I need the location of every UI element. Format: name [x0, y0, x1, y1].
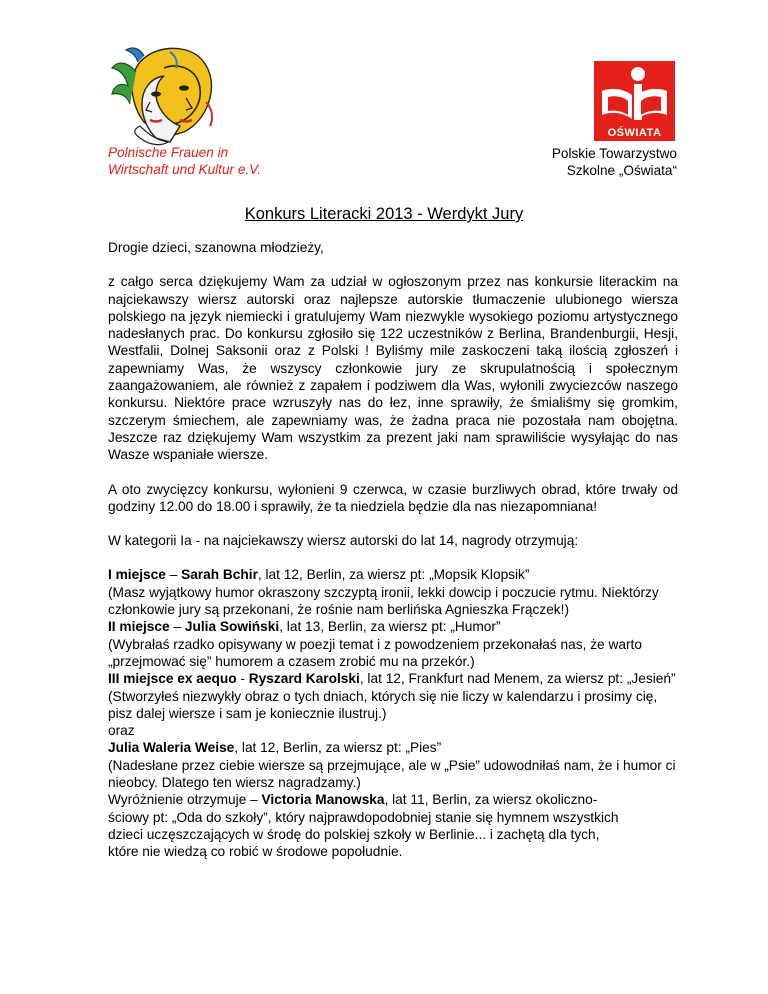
category-heading: W kategorii Ia - na najciekawszy wiersz autorski do lat 14, nagrody otrzymują: [108, 533, 579, 549]
left-organization-name [108, 145, 261, 178]
faces-logo-icon [110, 42, 218, 150]
award-dash: – [165, 567, 182, 583]
award-second [108, 618, 678, 635]
award-winner-name: Ryszard Karolski [248, 671, 360, 687]
award-details: , lat 12, Berlin, za wiersz pt: „Mopsik Klopsik” [257, 567, 530, 583]
award-place: I miejsce [108, 567, 166, 583]
award-winner-name: Julia Sowiński [184, 619, 280, 635]
greeting: Drogie dzieci, szanowna młodzieży, [108, 240, 324, 255]
oswiata-logo-icon [594, 61, 675, 141]
document-title: Konkurs Literacki 2013 - Werdykt Jury [244, 205, 524, 223]
award-winner-name: Victoria Manowska [261, 792, 385, 808]
award-details: które nie wiedzą co robić w środowe popołudnie. [108, 844, 403, 860]
award-dash: - [236, 671, 249, 687]
award-place: III miejsce ex aequo [108, 671, 237, 687]
award-honorable [108, 791, 678, 860]
award-details: , lat 12, Frankfurt nad Menem, za wiersz pt: „Jesień” [359, 671, 676, 687]
award-place: II miejsce [108, 619, 170, 635]
right-org-line: Szkolne „Oświata“ [566, 162, 677, 178]
award-details: , lat 12, Berlin, za wiersz pt: „Pies” [234, 740, 442, 756]
award-third-b [108, 739, 678, 756]
award-comment: (Masz wyjątkowy humor okraszony szczyptą ironii, lekki dowcip i poczucie rytmu. Niektórzy członkowie jury są przekonani, że rośnie nam berlińska Agnieszka Frączek!) [108, 584, 659, 618]
logo-wordmark: OŚWIATA [607, 127, 662, 139]
award-winner-name: Sarah Bchir [181, 567, 258, 583]
right-organization-name [552, 146, 677, 179]
award-details: , lat 13, Berlin, za wiersz pt: „Humor” [279, 619, 501, 635]
document-body [108, 239, 678, 861]
award-details: ściowy pt: „Oda do szkoły”, który najprawdopodobniej stanie się hymnem wszystkich [108, 809, 619, 825]
award-comment: (Stworzyłeś niezwykły obraz o tych dniach, których się nie liczy w kalendarzu i prosimy cię, pisz dalej wiersze i sam je koniecznie ilustruj.) [108, 688, 658, 721]
award-winner-name: Julia Waleria Weise [108, 740, 235, 756]
intro-paragraph: z całgo serca dziękujemy Wam za udział w ogłoszonym przez nas konkursie literackim na najciekawszy wiersz autorski oraz najlepsze autorskie tłumaczenie ulubionego wiersza polskiego na język niemiecki i gratulujemy Wam niezwykle wysokiego poziomu artystycznego nadesłanych prac. Do konkursu zgłosiło się 122 uczestników z Berlina, Brandenburgii, Hesji, Westfalii, Dolnej Saksonii oraz z Polski ! Byliśmy mile zaskoczeni taką ilością zgłoszeń i zapewniamy Was, że wszyscy członkowie jury ze skrupulatnością i społecznym zaangażowaniem, ale również z zapałem i podziwem dla Was, wyłonili zwyciezców naszego konkursu. Niektóre prace wzruszyły nas do łez, inne sprawiły, że śmialiśmy się gromkim, szczerym śmiechem, ale zapewniamy was, że żadna praca nie pozostała nam obojętna. Jeszcze raz dziękujemy Wam wszystkim za prezent jaki nam sprawiliście wysyłając do nas Wasze wspaniałe wiersze. [108, 274, 678, 463]
right-org-line: Polskie Towarzystwo [551, 146, 677, 161]
award-details: dzieci uczęszczających w środę do polskiej szkoły w Berlinie... i zachętą dla tych, [108, 826, 600, 842]
oraz-text: oraz [108, 723, 135, 739]
winners-paragraph: A oto zwycięzcy konkursu, wyłonieni 9 czerwca, w czasie burzliwych obrad, które trwały od godziny 12.00 do 18.00 i sprawiły, że ta niedziela będzie dla nas niezapomniana! [108, 481, 678, 514]
award-comment: (Nadesłane przez ciebie wiersze są przejmujące, ale w „Psie” udowodniłaś nam, że i humor ci nieobcy. Dlatego ten wiersz nagradzamy.) [108, 757, 676, 791]
left-org-line: Polnische Frauen in [108, 145, 229, 160]
left-org-line: Wirtschaft und Kultur e.V. [108, 161, 261, 177]
award-details: , lat 11, Berlin, za wiersz okoliczno- [384, 792, 598, 808]
award-third [108, 670, 678, 687]
award-dash: – [169, 619, 185, 635]
award-comment: (Wybrałaś rzadko opisywany w poezji temat i z powodzeniem przekonałaś nas, że warto „przejmować się” humorem a czasem zrobić mu na przekór.) [108, 636, 642, 669]
honorable-prefix: Wyróżnienie otrzymuje – [108, 792, 262, 808]
award-first [108, 566, 678, 583]
